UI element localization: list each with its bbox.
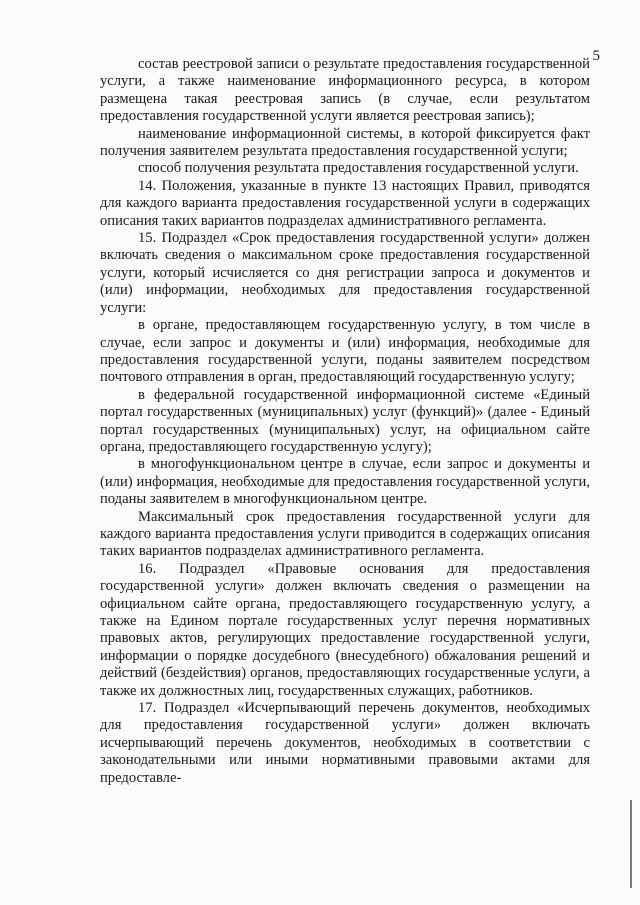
paragraph: в федеральной государственной информационной системе «Единый портал государственных (муниципальных) услуг (функций)» (далее - Единый портал государственных (муниципальных) услуг, на официальном сайте органа, предоставляющего государственную услугу); — [100, 386, 590, 455]
scan-edge-mark — [630, 800, 632, 888]
paragraph: Максимальный срок предоставления государственной услуги для каждого варианта предоставления услуги приводится в содержащих описания таких вариантов подразделах административного регламента. — [100, 508, 590, 560]
paragraph: состав реестровой записи о результате предоставления государственной услуги, а также наименование информационного ресурса, в котором размещена такая реестровая запись (в случае, если результатом предоставления государственной услуги является реестровая запись); — [100, 56, 590, 125]
paragraph: способ получения результата предоставления государственной услуги. — [138, 160, 579, 177]
paragraph: 16. Подраздел «Правовые основания для предоставления государственной услуги» должен включать сведения о размещении на официальном сайте органа, предоставляющего государственную услугу, а также на Едином портале государственных услуг перечня нормативных правовых актов, регулирующих предоставление государственной услуги, информации о порядке досудебного (внесудебного) обжалования решений и действий (бездействия) органов, предоставляющих государственные услуги, а также их должностных лиц, государственных служащих, работников. — [100, 560, 590, 699]
paragraph: 17. Подраздел «Исчерпывающий перечень документов, необходимых для предоставления государственной услуги» должен включать исчерпывающий перечень документов, необходимых в соответствии с законодательными или иными нормативными правовыми актами для предоставле- — [100, 700, 590, 786]
body-text — [100, 56, 590, 787]
paragraph: 15. Подраздел «Срок предоставления государственной услуги» должен включать сведения о максимальном сроке предоставления государственной услуги, который исчисляется со дня регистрации запроса и документов и (или) информации, необходимых для предоставления государственной услуги: — [100, 230, 590, 316]
paragraph: в органе, предоставляющем государственную услугу, в том числе в случае, если запрос и документы и (или) информация, необходимые для предоставления государственной услуги, поданы заявителем посредством почтового отправления в орган, предоставляющий государственную услугу; — [100, 317, 590, 386]
paragraph: в многофункциональном центре в случае, если запрос и документы и (или) информация, необходимые для предоставления государственной услуги, поданы заявителем в многофункциональном центре. — [100, 456, 590, 508]
paragraph: наименование информационной системы, в которой фиксируется факт получения заявителем результата предоставления государственной услуги; — [100, 125, 590, 160]
paragraph: 14. Положения, указанные в пункте 13 настоящих Правил, приводятся для каждого варианта предоставления государственной услуги в содержащих описания таких вариантов подразделах административного регламента. — [100, 177, 590, 229]
page-number: 5 — [592, 48, 600, 64]
